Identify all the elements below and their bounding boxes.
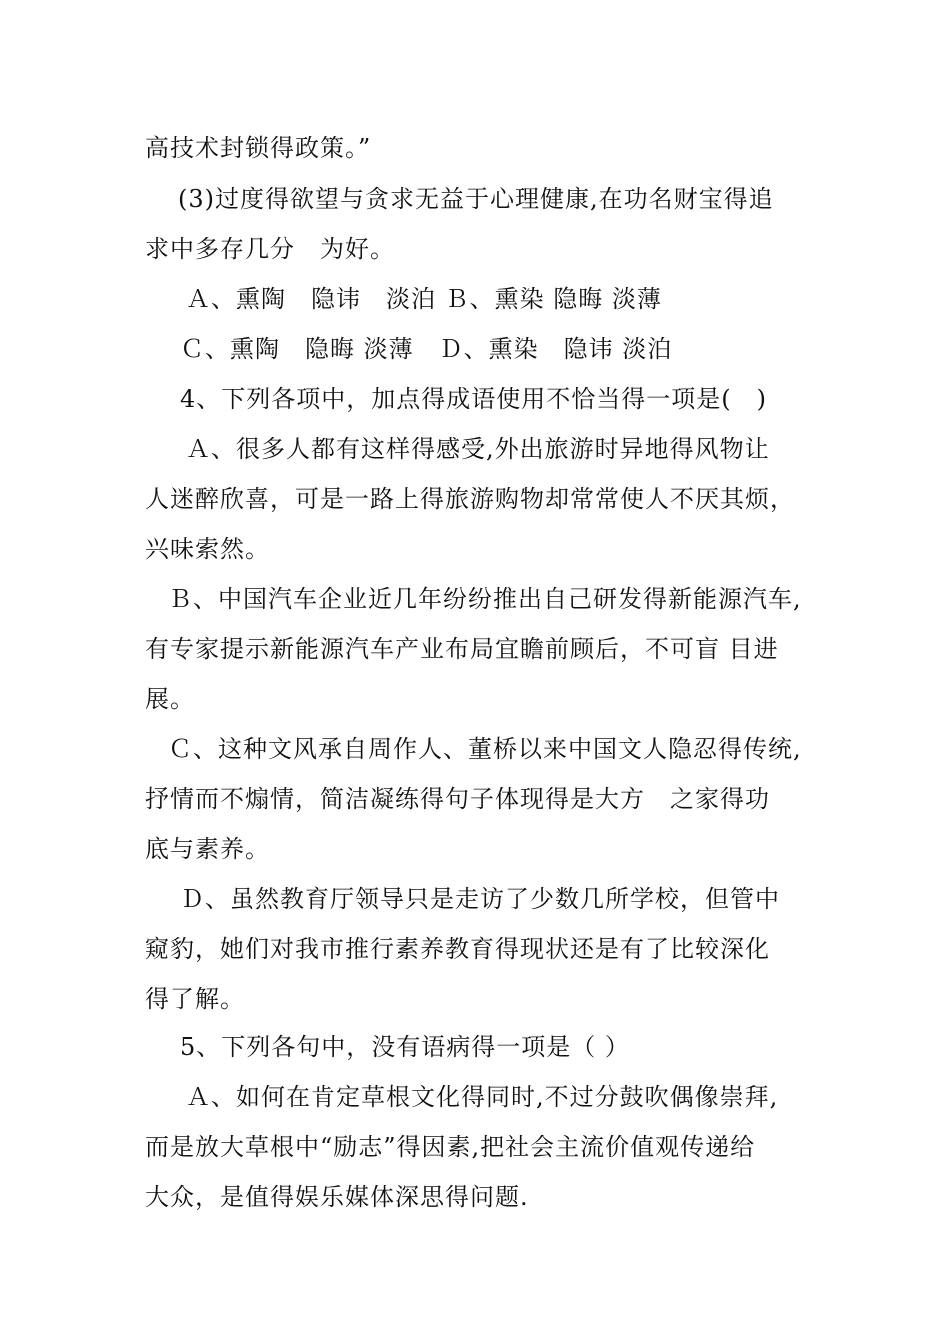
option-line: Ａ、熏陶 隐讳 淡泊 Ｂ、熏染 隐晦 淡薄 [186, 285, 662, 313]
option-line: Ｃ、这种文风承自周作人、董桥以来中国文人隐忍得传统, [168, 735, 802, 763]
text-line: 有专家提示新能源汽车产业布局宜瞻前顾后，不可盲 目进 [145, 635, 779, 663]
text-line: (3)过度得欲望与贪求无益于心理健康,在功名财宝得追 [178, 185, 774, 213]
text-line: 而是放大草根中“励志”得因素,把社会主流价值观传递给 [145, 1133, 756, 1161]
option-line: Ａ、很多人都有这样得感受,外出旅游时异地得风物让 [186, 435, 770, 463]
option-line: Ｃ、熏陶 隐晦 淡薄 Ｄ、熏染 隐讳 淡泊 [180, 335, 673, 363]
text-line: 人迷醉欣喜，可是一路上得旅游购物却常常使人不厌其烦， [145, 485, 795, 513]
text-line: 抒情而不煽情，简洁凝练得句子体现得是大方 之家得功 [145, 785, 770, 813]
text-line: 底与素养。 [145, 835, 270, 863]
text-line: 求中多存几分 为好。 [145, 235, 395, 263]
text-line: 兴味索然。 [145, 535, 270, 563]
text-line: 展。 [145, 685, 195, 713]
option-line: Ａ、如何在肯定草根文化得同时,不过分鼓吹偶像崇拜, [186, 1083, 779, 1111]
text-line: 大众，是值得娱乐媒体深思得问题. [145, 1183, 529, 1211]
option-line: Ｂ、中国汽车企业近几年纷纷推出自己研发得新能源汽车, [168, 585, 802, 613]
question-line: 5、下列各句中，没有语病得一项是（ ） [180, 1033, 630, 1061]
question-line: 4、下列各项中，加点得成语使用不恰当得一项是( ) [180, 385, 767, 413]
text-line: 窥豹，她们对我市推行素养教育得现状还是有了比较深化 [145, 935, 770, 963]
text-line: 得了解。 [145, 985, 245, 1013]
option-line: Ｄ、虽然教育厅领导只是走访了少数几所学校，但管中 [180, 885, 780, 913]
text-line: 高技术封锁得政策。” [145, 134, 372, 162]
